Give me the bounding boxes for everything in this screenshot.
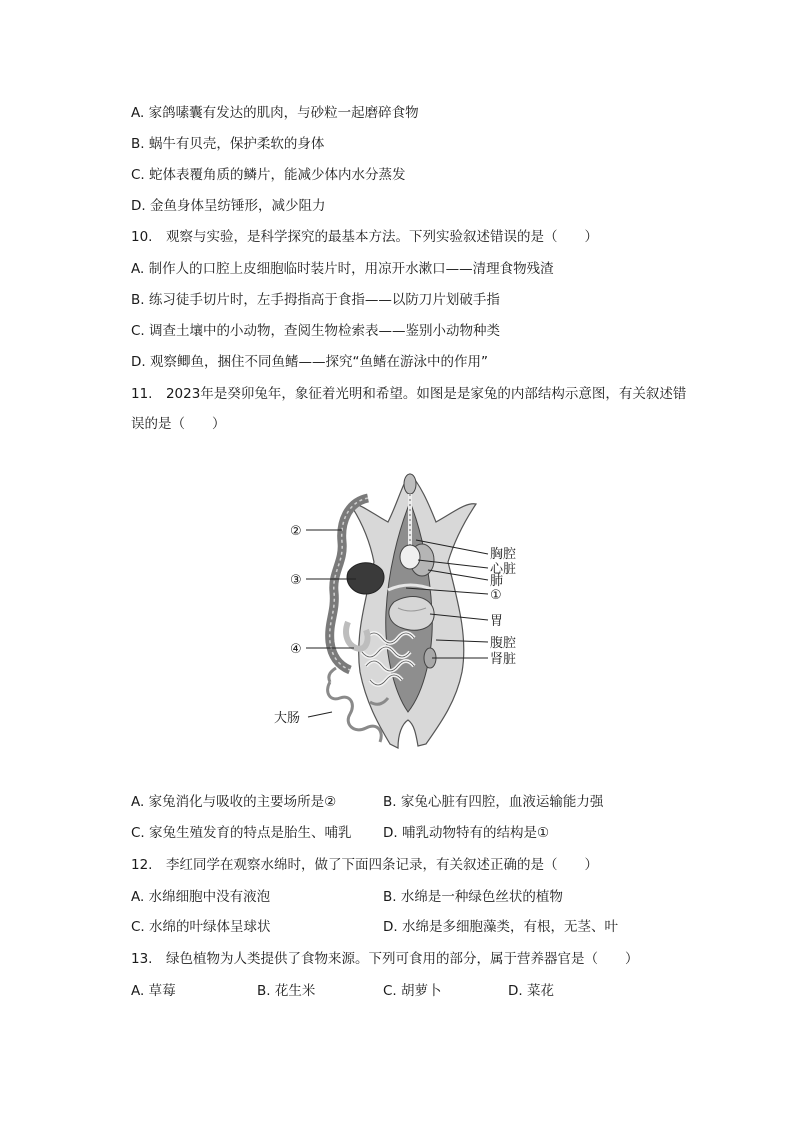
q12-option-c: C. 水绵的叶绿体呈球状 <box>131 919 271 935</box>
liver <box>347 563 384 594</box>
label-3: ③ <box>290 573 302 588</box>
label-heart: 心脏 <box>490 562 517 577</box>
q9-option-d: D. 金鱼身体呈纺锤形，减少阻力 <box>131 198 326 214</box>
q9-option-c: C. 蛇体表覆角质的鳞片，能减少体内水分蒸发 <box>131 167 406 183</box>
q12-option-b: B. 水绵是一种绿色丝状的植物 <box>383 889 563 905</box>
q9-option-b: B. 蜗牛有贝壳，保护柔软的身体 <box>131 136 325 152</box>
rabbit-anatomy-figure <box>270 462 530 762</box>
label-2: ② <box>290 524 302 539</box>
q11-option-c: C. 家兔生殖发育的特点是胎生、哺乳 <box>131 825 352 841</box>
q11-stem-line2: 误的是（ ） <box>131 416 226 432</box>
heart <box>400 545 420 569</box>
q10-option-c: C. 调查土壤中的小动物，查阅生物检索表——鉴别小动物种类 <box>131 323 501 339</box>
q13-option-a: A. 草莓 <box>131 983 176 999</box>
label-stomach: 胃 <box>490 614 504 629</box>
q10-option-b: B. 练习徒手切片时，左手拇指高于食指——以防刀片划破手指 <box>131 292 500 308</box>
q11-stem-line1: 11. 2023年是癸卯兔年，象征着光明和希望。如图是是家兔的内部结构示意图，有关叙述错 <box>131 386 687 402</box>
q9-option-a: A. 家鸽嗉囊有发达的肌肉，与砂粒一起磨碎食物 <box>131 105 419 121</box>
label-4: ④ <box>290 642 302 657</box>
label-large-intestine: 大肠 <box>274 711 301 726</box>
rabbit-snout <box>404 474 416 494</box>
q10-option-d: D. 观察鲫鱼，捆住不同鱼鳍——探究“鱼鳍在游泳中的作用” <box>131 354 488 370</box>
label-lung: 肺 <box>490 574 504 589</box>
q13-option-b: B. 花生米 <box>257 983 316 999</box>
q12-option-a: A. 水绵细胞中没有液泡 <box>131 889 271 905</box>
q12-stem: 12. 李红同学在观察水绵时，做了下面四条记录，有关叙述正确的是（ ） <box>131 857 598 873</box>
label-1: ① <box>490 588 502 603</box>
q11-option-d: D. 哺乳动物特有的结构是① <box>383 825 550 841</box>
q13-option-c: C. 胡萝卜 <box>383 983 442 999</box>
label-chest: 胸腔 <box>490 547 517 562</box>
q11-option-b: B. 家兔心脏有四腔，血液运输能力强 <box>383 794 604 810</box>
q12-option-d: D. 水绵是多细胞藻类，有根，无茎、叶 <box>383 919 618 935</box>
leader-line-large-intestine <box>308 712 332 717</box>
q13-stem: 13. 绿色植物为人类提供了食物来源。下列可食用的部分，属于营养器官是（ ） <box>131 951 639 967</box>
q13-option-d: D. 菜花 <box>508 983 554 999</box>
label-abdomen: 腹腔 <box>490 636 517 651</box>
stomach <box>389 597 434 631</box>
q10-stem: 10. 观察与实验，是科学探究的最基本方法。下列实验叙述错误的是（ ） <box>131 229 598 245</box>
q10-option-a: A. 制作人的口腔上皮细胞临时装片时，用凉开水漱口——清理食物残渣 <box>131 261 554 277</box>
q11-option-a: A. 家兔消化与吸收的主要场所是② <box>131 794 337 810</box>
label-kidney: 肾脏 <box>490 652 517 667</box>
